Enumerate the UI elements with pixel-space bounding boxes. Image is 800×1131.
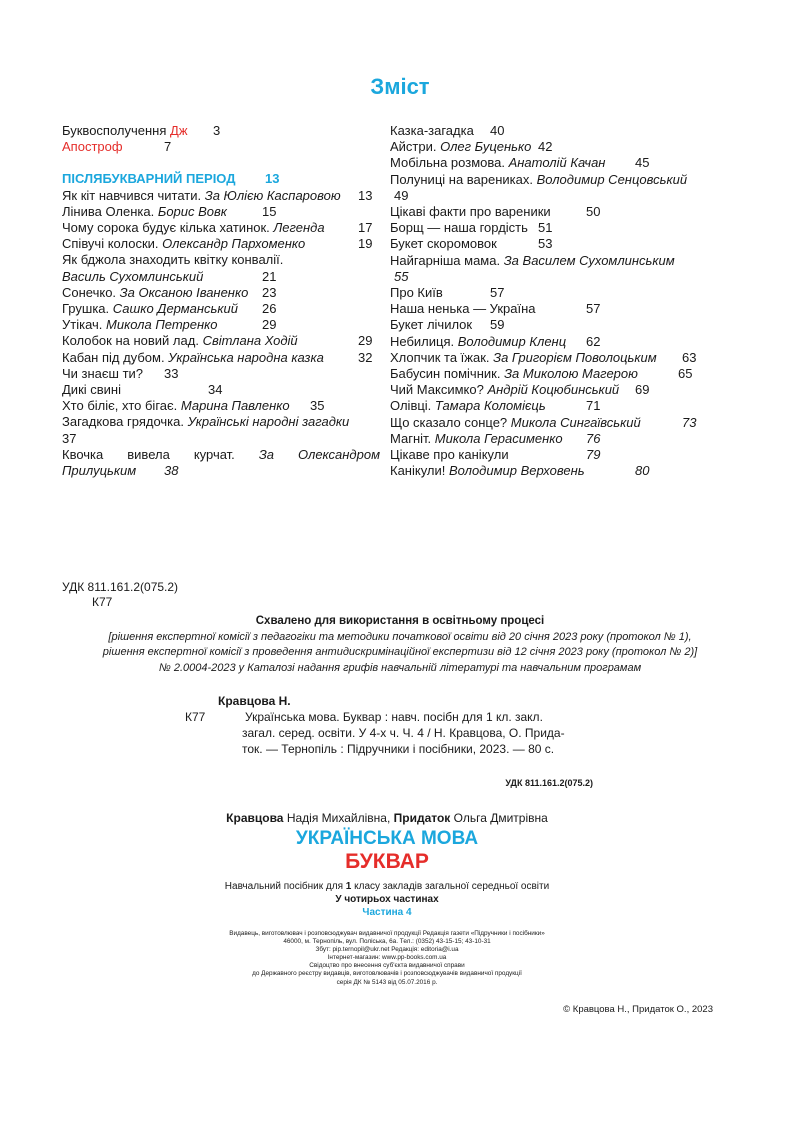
book-title: УКРАЇНСЬКА МОВА <box>295 828 479 849</box>
author-sign: К77 <box>92 595 113 609</box>
approval-heading: Схвалено для використання в освітньому процесі <box>255 615 545 627</box>
toc-item: Бабусин помічник. За Миколою Магерою 65 <box>390 366 693 382</box>
toc-item: Як кіт навчився читати. За Юлією Каспаровою 13 <box>62 187 373 203</box>
toc-item: Казка-загадка 40 <box>390 123 505 138</box>
toc-item: Сонечко. За Оксаною Іваненко 23 <box>62 284 277 300</box>
toc-item: Співучі колоски. Олександр Пархоменко 19 <box>62 236 373 252</box>
udk-code: УДК 811.161.2(075.2) <box>62 580 179 594</box>
biblio-author: Кравцова Н. <box>218 694 291 708</box>
toc-item: Дикі свині 34 <box>62 382 223 398</box>
toc-item: Букет скоромовок 53 <box>390 236 553 252</box>
toc-item: Утікач. Микола Петренко 29 <box>62 317 277 333</box>
toc-item: Канікули! Володимир Верховень 80 <box>390 463 650 479</box>
toc-item: Наша ненька — Україна 57 <box>390 301 601 317</box>
book-info <box>0 880 774 919</box>
toc-item-title: Буквосполучення <box>62 123 171 138</box>
toc-item-page: 7 <box>164 139 172 155</box>
toc-item-continuation: 55 <box>394 268 409 284</box>
toc-item: Небилиця. Володимир Кленц 62 <box>390 333 601 349</box>
page-title: Зміст <box>370 74 430 99</box>
toc-item-continuation: Прилуцьким 38 <box>62 463 179 479</box>
toc-item: Що сказало сонце? Микола Сингаївський 73 <box>390 414 697 430</box>
toc-item: Чому сорока будує кілька хатинок. Легенда 17 <box>62 220 373 236</box>
toc-item-continuation: 49 <box>394 187 409 203</box>
toc-item: Борщ — наша гордість 51 <box>390 220 553 236</box>
toc-item: Мобільна розмова. Анатолій Качан 45 <box>390 155 650 171</box>
toc-item: Цікаве про канікули 79 <box>390 447 601 463</box>
book-part: Частина 4 <box>362 907 412 918</box>
toc-item: Колобок на новий лад. Світлана Ходій 29 <box>62 333 373 349</box>
publisher-info: Видавець, виготовлювач і розповсюджувач видавничої продукції Редакція газети «Підручники і посібники» 46000, м. Тернопіль, вул. Поліська, 6а. Тел.: (0352) 43-15-15; 43-10-31 Збут: pip.ternopil@ukr.net Редакція: editoria@i.ua Інтернет-магазин: www.pp-books.com.ua Свідоцтво про внесення суб'єкта видавничої справи до Державного реєстру видавців, виготовлювачів і розповсюджувачів видавничої продукції серія ДК № 5143 від 05.07.2016 р. <box>229 930 545 986</box>
toc-section-heading: ПІСЛЯБУКВАРНИЙ ПЕРІОД 13 <box>62 171 280 187</box>
toc-item <box>62 139 382 155</box>
toc-item: Як бджола знаходить квітку конвалії. <box>62 252 284 268</box>
book-subtitle: БУКВАР <box>345 850 429 873</box>
toc-left-column <box>62 123 382 479</box>
toc-item: Кабан під дубом. Українська народна казка 32 <box>62 349 373 365</box>
toc-item-title-accent: Дж <box>170 123 188 138</box>
book-parts: У чотирьох частинах <box>335 894 439 905</box>
book-authors: Кравцова Надія Михайлівна, Придаток Ольга Дмитрівна <box>226 811 548 825</box>
toc-item-title: Апостроф <box>62 139 123 155</box>
toc-item: Айстри. Олег Буценько 42 <box>390 139 553 155</box>
toc-item: Загадкова грядочка. Українські народні загадки <box>62 414 350 430</box>
book-description: Навчальний посібник для 1 класу закладів загальної середньої освіти <box>224 881 550 892</box>
toc-item: Чи знаєш ти? 33 <box>62 365 179 381</box>
toc-right-column <box>390 123 730 479</box>
toc-section-page: 13 <box>265 171 280 187</box>
toc-item: Полуниці на варениках. Володимир Сенцовський <box>390 171 688 187</box>
toc-item: Чий Максимко? Андрій Коцюбинський 69 <box>390 382 650 398</box>
toc-item: Магніт. Микола Герасименко 76 <box>390 430 601 446</box>
toc-item: Про Київ 57 <box>390 285 505 301</box>
approval-line: рішення експертної комісії з проведення антидискримінаційної експертизи від 12 січня 2023 року (протокол № 2)] <box>102 646 698 658</box>
toc-item <box>62 123 382 139</box>
toc-item-continuation: 37 <box>62 430 77 446</box>
toc-item-continuation: Василь Сухомлинський 21 <box>62 268 277 284</box>
toc-item-page: 3 <box>213 123 221 138</box>
copyright: © Кравцова Н., Придаток О., 2023 <box>563 1004 713 1015</box>
toc-item: Букет лічилок 59 <box>390 317 505 333</box>
toc-item: Грушка. Сашко Дерманський 26 <box>62 301 277 317</box>
approval-notice <box>40 614 760 676</box>
toc-item: Лінива Оленка. Борис Вовк 15 <box>62 203 277 219</box>
toc-item: Хто біліє, хто бігає. Марина Павленко 35 <box>62 398 325 414</box>
udk-block <box>62 580 178 610</box>
approval-line: [рішення експертної комісії з педагогіки та методики початкової освіти від 20 січня 2023 року (протокол № 1), <box>108 630 692 643</box>
approval-line: № 2.0004-2023 у Каталозі надання грифів навчальній літературі та навчальним програмам <box>158 661 642 674</box>
toc-item: Олівці. Тамара Коломієць 71 <box>390 398 601 414</box>
toc-item: Хлопчик та їжак. За Григорієм Поволоцьким 63 <box>390 349 697 365</box>
toc-item: Найгарніша мама. За Василем Сухомлинським <box>390 252 675 268</box>
biblio-udk: УДК 811.161.2(075.2) <box>505 778 593 788</box>
biblio-description: Українська мова. Буквар : навч. посібн для 1 кл. закл. загал. серед. освіти. У 4-х ч. Ч. 4 / Н. Кравцова, О. Прида- ток. — Тернопіль : Підручники і посібники, 2023. — 80 с. <box>242 710 565 756</box>
toc-item: Квочка вивела курчат. За Олександром <box>62 446 380 462</box>
biblio-code: К77 <box>185 710 206 724</box>
toc-item: Цікаві факти про вареники 50 <box>390 204 601 220</box>
bibliographic-record <box>185 693 595 757</box>
